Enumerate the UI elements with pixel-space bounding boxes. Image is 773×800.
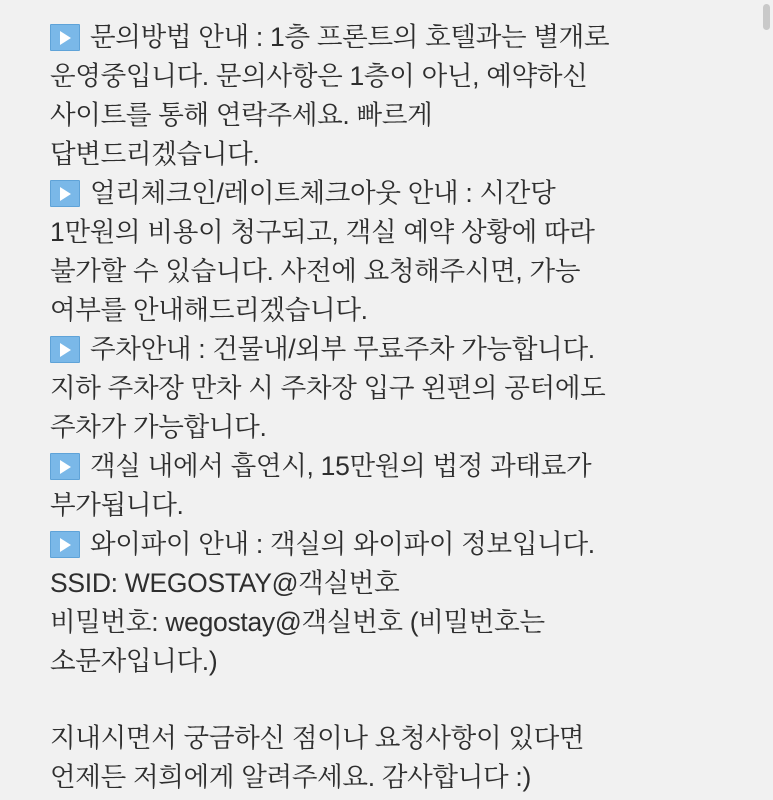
- closing-line: 지내시면서 궁금하신 점이나 요청사항이 있다면: [50, 723, 585, 753]
- wifi-ssid-line: SSID: WEGOSTAY@객실번호: [50, 568, 400, 598]
- blue-play-marker-icon: [50, 336, 80, 363]
- section-heading: 주차안내 : 건물내/외부 무료주차 가능합니다.: [90, 334, 595, 364]
- section-heading: 얼리체크인/레이트체크아웃 안내 : 시간당: [90, 178, 556, 208]
- section-heading: 와이파이 안내 : 객실의 와이파이 정보입니다.: [90, 529, 595, 559]
- section-line: 답변드리겠습니다.: [50, 139, 260, 169]
- blue-play-marker-icon: [50, 531, 80, 558]
- section-wifi: [50, 525, 733, 681]
- closing-message: [50, 719, 733, 797]
- section-line: 여부를 안내해드리겠습니다.: [50, 295, 368, 325]
- section-line: 사이트를 통해 연락주세요. 빠르게: [50, 100, 433, 130]
- blue-play-marker-icon: [50, 24, 80, 51]
- section-line: 1만원의 비용이 청구되고, 객실 예약 상황에 따라: [50, 217, 595, 247]
- section-heading-row: [50, 447, 733, 486]
- section-heading-row: [50, 525, 733, 564]
- scrollbar-thumb[interactable]: [763, 4, 770, 30]
- section-inquiry: [50, 18, 733, 174]
- wifi-password-note: 소문자입니다.): [50, 646, 218, 676]
- section-heading: 문의방법 안내 : 1층 프론트의 호텔과는 별개로: [90, 22, 610, 52]
- blue-play-marker-icon: [50, 180, 80, 207]
- section-line: 운영중입니다. 문의사항은 1층이 아닌, 예약하신: [50, 61, 588, 91]
- closing-line: 언제든 저희에게 알려주세요. 감사합니다 :): [50, 762, 531, 792]
- section-heading-row: [50, 174, 733, 213]
- section-line: 지하 주차장 만차 시 주차장 입구 왼편의 공터에도: [50, 373, 606, 403]
- section-line: 불가할 수 있습니다. 사전에 요청해주시면, 가능: [50, 256, 581, 286]
- section-line: 주차가 가능합니다.: [50, 412, 267, 442]
- section-smoking: [50, 447, 733, 525]
- section-heading-row: [50, 330, 733, 369]
- blue-play-marker-icon: [50, 453, 80, 480]
- section-early-checkin: [50, 174, 733, 330]
- section-heading-row: [50, 18, 733, 57]
- vertical-scrollbar[interactable]: [759, 0, 773, 800]
- section-spacer: [50, 681, 733, 719]
- wifi-password-line: 비밀번호: wegostay@객실번호 (비밀번호는: [50, 607, 545, 637]
- section-heading: 객실 내에서 흡연시, 15만원의 법정 과태료가: [90, 451, 592, 481]
- section-parking: [50, 330, 733, 447]
- section-line: 부가됩니다.: [50, 490, 184, 520]
